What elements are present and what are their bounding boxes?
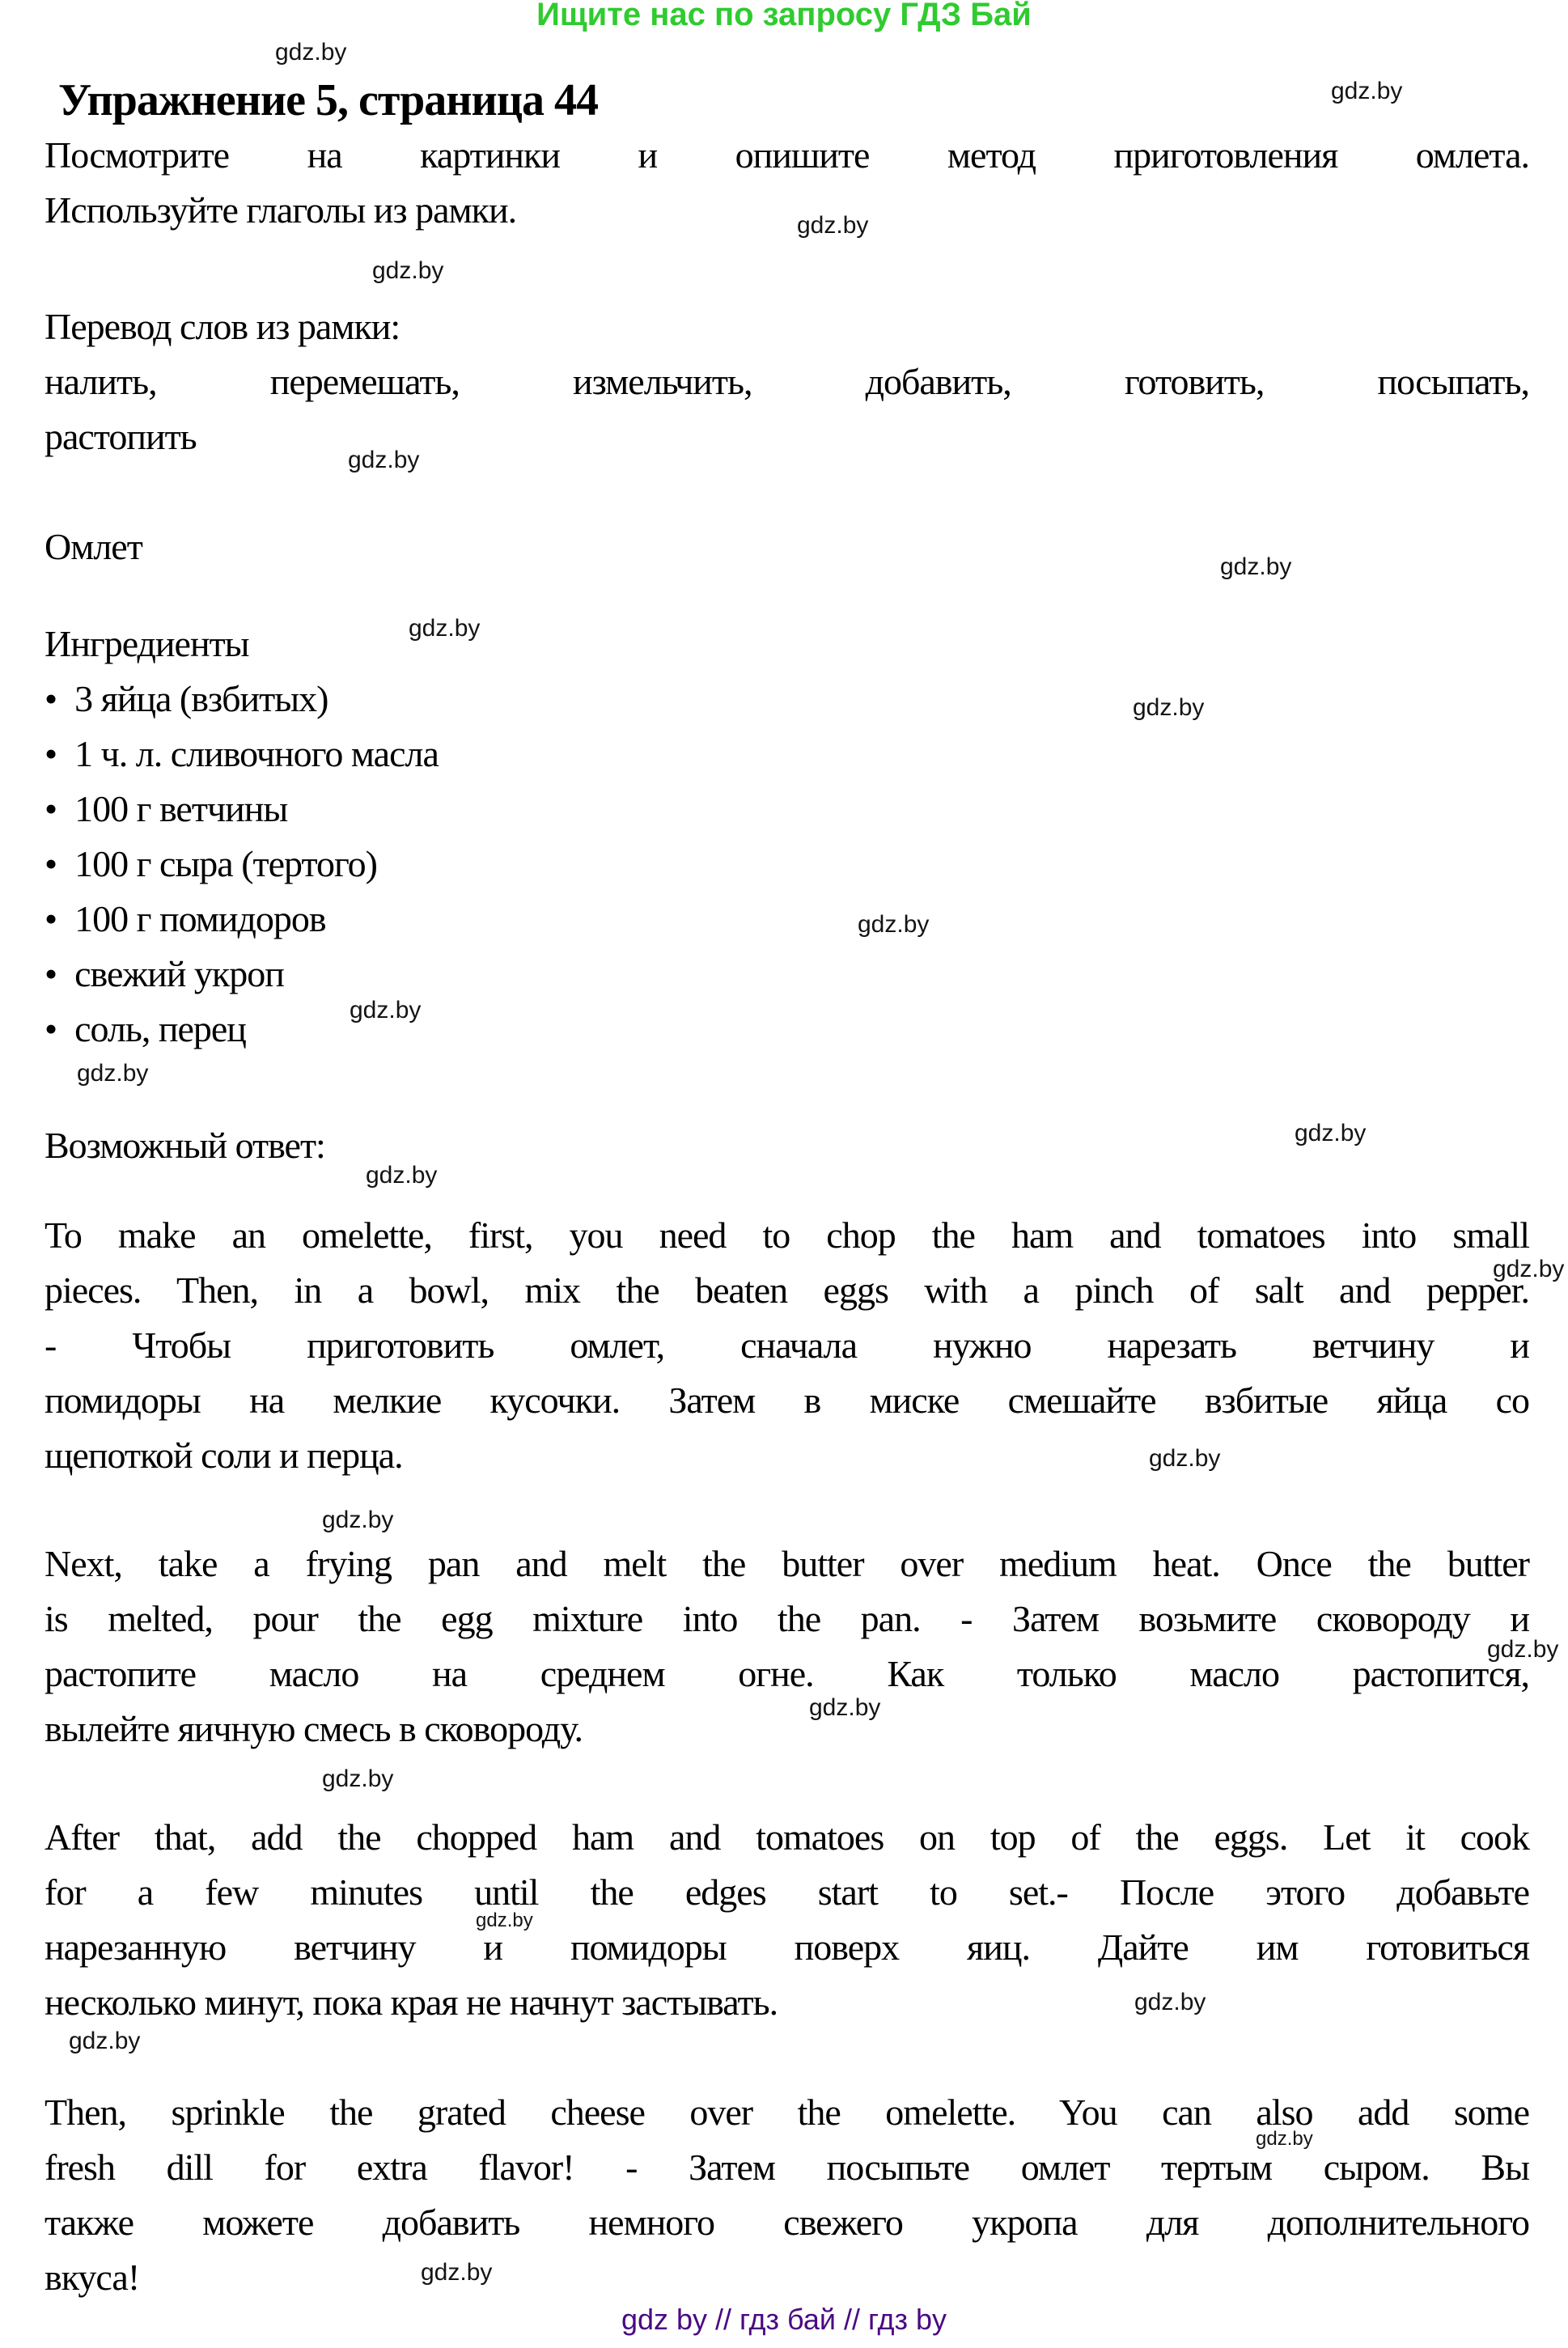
answer-paragraph-3-line: нарезанную ветчину и помидоры поверх яиц. Дайте им готовиться <box>44 1926 1529 1968</box>
word-box-words-line: растопить <box>44 416 197 457</box>
bullet-marker: • <box>44 843 57 884</box>
ingredient-item <box>44 672 1529 727</box>
watermark: gdz.by <box>1295 1120 1367 1146</box>
answer-paragraph-1-line: помидоры на мелкие кусочки. Затем в миске смешайте взбитые яйца со <box>44 1380 1529 1421</box>
word-box-label: Перевод слов из рамки: <box>44 306 400 347</box>
promo-header: Ищите нас по запросу ГДЗ Бай <box>536 0 1032 32</box>
bullet-marker: • <box>44 898 57 939</box>
answer-paragraph-3-line: for a few minutes until the edges start to set.- После этого добавьте <box>44 1871 1529 1913</box>
watermark: gdz.by <box>1220 553 1292 580</box>
ingredient-item <box>44 947 1529 1002</box>
answer-paragraph-4-line: Then, sprinkle the grated cheese over the omelette. You can also add some <box>44 2092 1529 2133</box>
bullet-marker: • <box>44 678 57 719</box>
watermark: gdz.by <box>858 911 930 938</box>
ingredient-item <box>44 782 1529 837</box>
watermark: gdz.by <box>322 1507 394 1533</box>
ingredient-text: свежий укроп <box>74 953 284 994</box>
answer-paragraph-1-line: щепоткой соли и перца. <box>44 1435 403 1476</box>
answer-paragraph-3-line: After that, add the chopped ham and tomatoes on top of the eggs. Let it cook <box>44 1816 1529 1858</box>
recipe-title: Омлет <box>44 526 142 567</box>
ingredient-text: 100 г помидоров <box>74 898 326 939</box>
answer-paragraph-1-line: - Чтобы приготовить омлет, сначала нужно нарезать ветчину и <box>44 1324 1529 1366</box>
watermark: gdz.by <box>77 1060 149 1087</box>
answer-paragraph-2-line: Next, take a frying pan and melt the butter over medium heat. Once the butter <box>44 1543 1529 1584</box>
watermark: gdz.by <box>797 212 869 239</box>
watermark: gdz.by <box>372 257 444 284</box>
watermark: gdz.by <box>809 1694 881 1721</box>
watermark: gdz.by <box>366 1162 438 1189</box>
ingredient-item <box>44 837 1529 892</box>
answer-paragraph-4-line: fresh dill for extra flavor! - Затем посыпьте омлет тертым сыром. Вы <box>44 2147 1529 2188</box>
ingredients-label: Ингредиенты <box>44 623 249 664</box>
answer-paragraph-2-line: is melted, pour the egg mixture into the pan. - Затем возьмите сковороду и <box>44 1598 1529 1639</box>
ingredient-text: соль, перец <box>74 1008 246 1049</box>
exercise-title: Упражнение 5, страница 44 <box>58 75 599 125</box>
answer-paragraph-4-line: вкуса! <box>44 2257 140 2298</box>
watermark: gdz.by <box>421 2259 493 2286</box>
bullet-marker: • <box>44 1008 57 1049</box>
word-box-words-line: налить, перемешать, измельчить, добавить, готовить, посыпать, <box>44 361 1529 402</box>
ingredient-text: 100 г ветчины <box>74 788 288 829</box>
answer-paragraph-2-line: растопите масло на среднем огне. Как только масло растопится, <box>44 1653 1529 1694</box>
watermark: gdz.by <box>1134 1989 1206 2015</box>
task-text-line: Посмотрите на картинки и опишите метод приготовления омлета. <box>44 134 1529 176</box>
watermark: gdz.by <box>1487 1636 1559 1663</box>
watermark: gdz.by <box>409 615 481 642</box>
bullet-marker: • <box>44 733 57 774</box>
answer-paragraph-2-line: вылейте яичную смесь в сковороду. <box>44 1708 583 1749</box>
answer-paragraph-1-line: To make an omelette, first, you need to chop the ham and tomatoes into small <box>44 1214 1529 1256</box>
watermark: gdz.by <box>348 447 420 473</box>
watermark: gdz.by <box>322 1765 394 1792</box>
watermark: gdz.by <box>1149 1445 1221 1472</box>
watermark: gdz.by <box>1331 78 1403 104</box>
watermark: gdz.by <box>1493 1256 1565 1282</box>
answer-paragraph-3-line: несколько минут, пока края не начнут застывать. <box>44 1981 778 2023</box>
answer-paragraph-4-line: также можете добавить немного свежего укропа для дополнительного <box>44 2202 1529 2243</box>
bullet-marker: • <box>44 953 57 994</box>
ingredient-text: 1 ч. л. сливочного масла <box>74 733 439 774</box>
watermark: gdz.by <box>476 1909 533 1931</box>
watermark: gdz.by <box>1256 2128 1313 2150</box>
ingredient-item <box>44 727 1529 782</box>
ingredient-item <box>44 892 1529 947</box>
bullet-marker: • <box>44 788 57 829</box>
task-text-line: Используйте глаголы из рамки. <box>44 189 517 231</box>
answer-paragraph-1-line: pieces. Then, in a bowl, mix the beaten eggs with a pinch of salt and pepper. <box>44 1269 1529 1311</box>
watermark: gdz.by <box>69 2028 141 2054</box>
footer-credits: gdz by // гдз бай // гдз by <box>621 2303 947 2336</box>
ingredient-item <box>44 1002 1529 1057</box>
ingredient-text: 100 г сыра (тертого) <box>74 843 377 884</box>
watermark: gdz.by <box>350 997 422 1024</box>
watermark: gdz.by <box>275 39 347 66</box>
ingredient-text: 3 яйца (взбитых) <box>74 678 328 719</box>
possible-answer-label: Возможный ответ: <box>44 1125 325 1166</box>
watermark: gdz.by <box>1133 694 1205 721</box>
